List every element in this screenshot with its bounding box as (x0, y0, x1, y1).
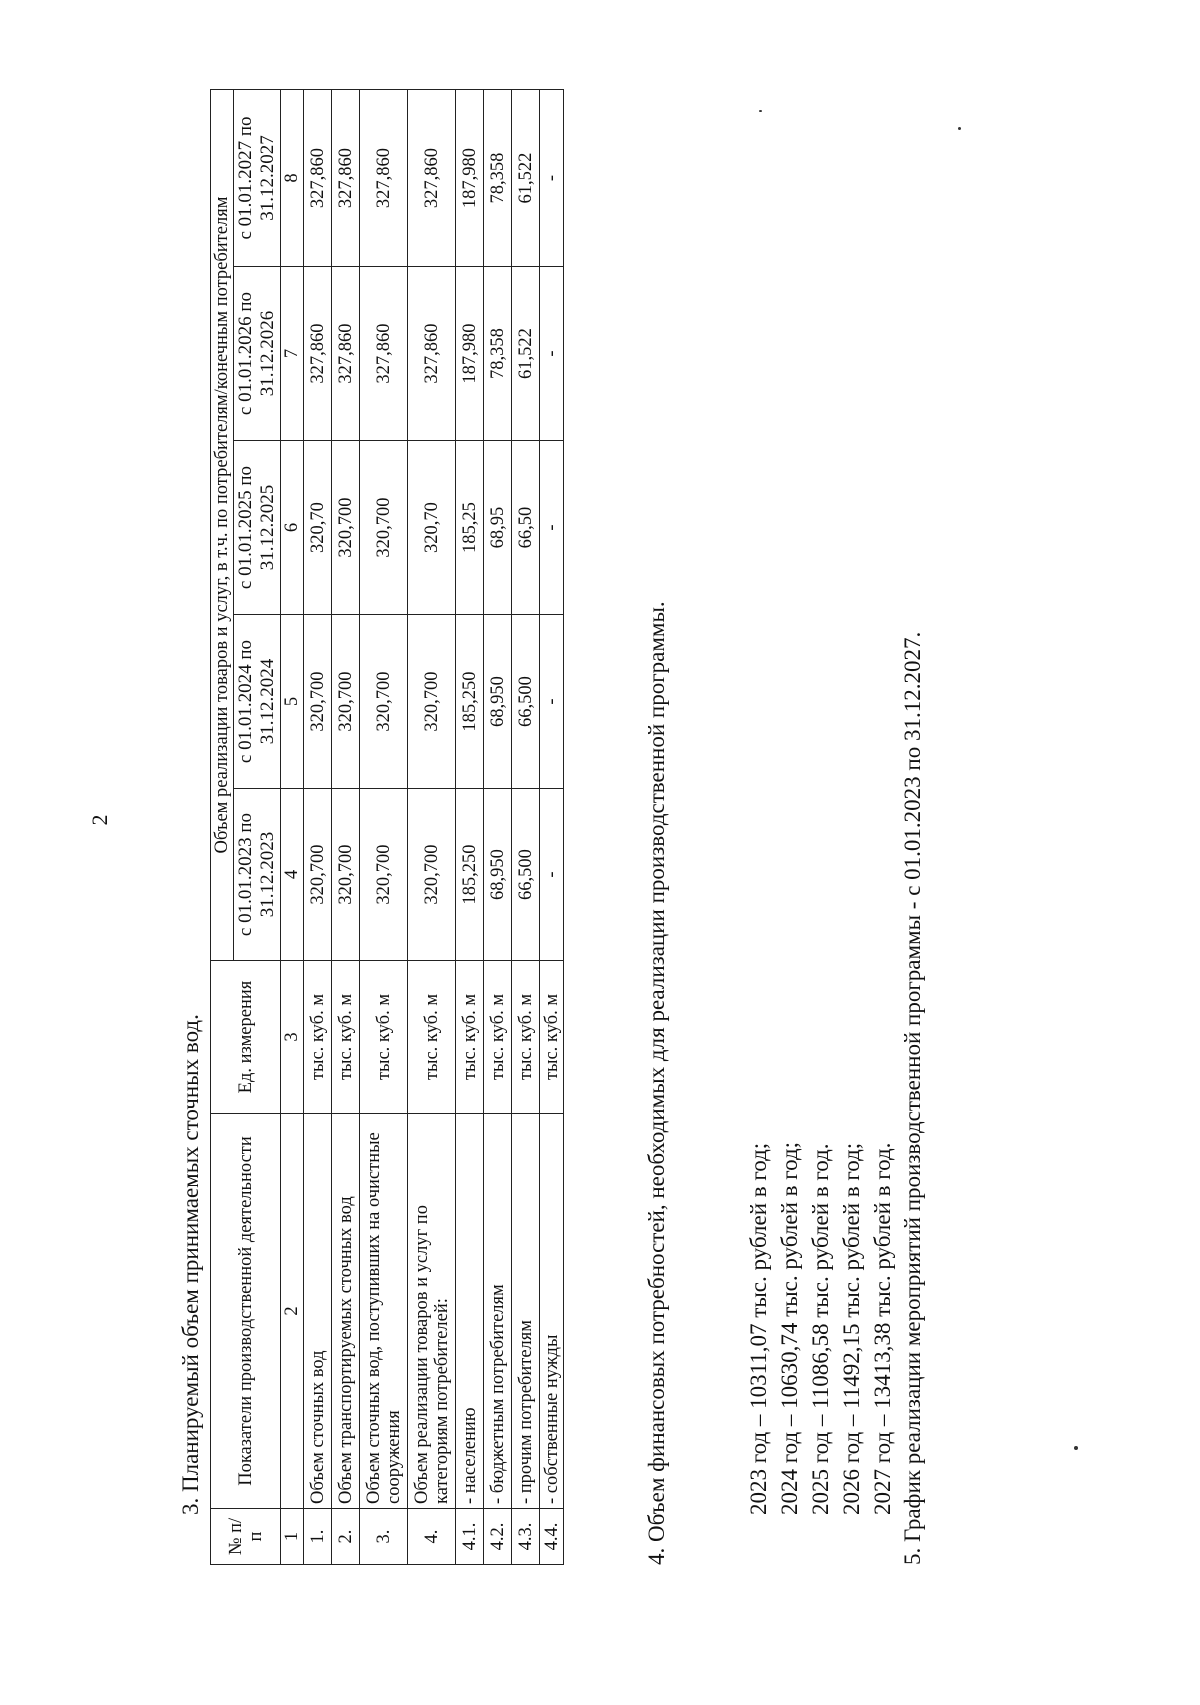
financial-year-item: 2023 год – 10311,07 тыс. рублей в год; (746, 1142, 771, 1515)
value-cell: 327,860 (360, 89, 408, 266)
table-body (304, 89, 564, 1564)
value-cell: - (540, 89, 564, 266)
row-number-cell: 4.3. (512, 1509, 540, 1565)
value-cell: 320,700 (360, 441, 408, 615)
table-row (484, 89, 512, 1564)
table-row (408, 89, 456, 1564)
row-number-cell: 3. (360, 1509, 408, 1565)
indicator-name-cell: Объем сточных вод, поступивших на очистные сооружения (360, 1114, 408, 1509)
value-cell: 320,700 (360, 789, 408, 961)
table-row (304, 89, 332, 1564)
column-number: 3 (281, 961, 304, 1114)
value-cell: 78,358 (484, 267, 512, 441)
table-row (360, 89, 408, 1564)
column-number: 8 (281, 89, 304, 266)
value-cell: 185,250 (456, 615, 484, 789)
indicator-name-cell: Объем транспортируемых сточных вод (332, 1114, 360, 1509)
indicator-name-cell: Объем реализации товаров и услуг по категориям потребителей: (408, 1114, 456, 1509)
value-cell: 78,358 (484, 89, 512, 266)
column-number-row (281, 89, 304, 1564)
scan-speck (958, 127, 961, 130)
value-cell: 327,860 (408, 267, 456, 441)
header-period-2026: с 01.01.2026 по 31.12.2026 (234, 267, 281, 441)
unit-cell: тыс. куб. м (408, 961, 456, 1114)
financial-year-item: 2024 год – 10630,74 тыс. рублей в год; (777, 1141, 802, 1515)
row-number-cell: 4.2. (484, 1509, 512, 1565)
unit-cell: тыс. куб. м (304, 961, 332, 1114)
table-row (332, 89, 360, 1564)
value-cell: 66,500 (512, 789, 540, 961)
row-number-cell: 2. (332, 1509, 360, 1565)
value-cell: 61,522 (512, 267, 540, 441)
unit-cell: тыс. куб. м (512, 961, 540, 1114)
indicator-name-cell: - собственные нужды (540, 1114, 564, 1509)
financial-needs-list (743, 1142, 898, 1515)
header-unit: Ед. измерения (211, 961, 281, 1114)
value-cell: 68,950 (484, 789, 512, 961)
wastewater-volume-table (210, 89, 564, 1565)
value-cell: 327,860 (332, 89, 360, 266)
document-body (176, 65, 925, 1565)
value-cell: 66,500 (512, 615, 540, 789)
table-row (456, 89, 484, 1564)
value-cell: 185,250 (456, 789, 484, 961)
value-cell: 68,950 (484, 615, 512, 789)
column-number: 2 (281, 1114, 304, 1509)
value-cell: 320,700 (332, 615, 360, 789)
scan-speck (759, 110, 762, 112)
header-indicator: Показатели производственной деятельности (211, 1114, 281, 1509)
value-cell: 187,980 (456, 89, 484, 266)
value-cell: 327,860 (408, 89, 456, 266)
value-cell: 320,700 (332, 789, 360, 961)
value-cell: 320,700 (408, 789, 456, 961)
value-cell: 61,522 (512, 89, 540, 266)
row-number-cell: 4. (408, 1509, 456, 1565)
indicator-name-cell: - прочим потребителям (512, 1114, 540, 1509)
financial-year-item: 2026 год – 11492,15 тыс. рублей в год; (839, 1142, 864, 1515)
value-cell: - (540, 789, 564, 961)
section-3-title: 3. Планируемый объем принимаемых сточных вод. (178, 1014, 203, 1515)
indicator-name-cell: - населению (456, 1114, 484, 1509)
value-cell: 320,700 (408, 615, 456, 789)
value-cell: 187,980 (456, 267, 484, 441)
header-period-2024: с 01.01.2024 по 31.12.2024 (234, 615, 281, 789)
value-cell: 320,700 (332, 441, 360, 615)
column-number: 7 (281, 267, 304, 441)
row-number-cell: 4.4. (540, 1509, 564, 1565)
indicator-name-cell: - бюджетным потребителям (484, 1114, 512, 1509)
value-cell: 320,700 (360, 615, 408, 789)
value-cell: 66,50 (512, 441, 540, 615)
section-4-title: 4. Объем финансовых потребностей, необходимых для реализации производственной программы. (644, 601, 669, 1565)
row-number-cell: 1. (304, 1509, 332, 1565)
value-cell: 327,860 (332, 267, 360, 441)
column-number: 5 (281, 615, 304, 789)
financial-year-item: 2027 год – 13413,38 тыс. рублей в год. (870, 1142, 895, 1515)
unit-cell: тыс. куб. м (540, 961, 564, 1114)
header-period-2023: с 01.01.2023 по 31.12.2023 (234, 789, 281, 961)
header-sales-volume: Объем реализации товаров и услуг, в т.ч. по потребителям/конечным потребителям (211, 89, 234, 960)
value-cell: 320,700 (304, 789, 332, 961)
header-num: № п/п (211, 1509, 281, 1565)
row-number-cell: 4.1. (456, 1509, 484, 1565)
column-number: 1 (281, 1509, 304, 1565)
scan-speck (1074, 1446, 1078, 1450)
column-number: 4 (281, 789, 304, 961)
unit-cell: тыс. куб. м (484, 961, 512, 1114)
page-number: 2 (87, 814, 112, 826)
value-cell: 320,70 (304, 441, 332, 615)
value-cell: 320,700 (304, 615, 332, 789)
value-cell: - (540, 441, 564, 615)
value-cell: 327,860 (304, 267, 332, 441)
unit-cell: тыс. куб. м (360, 961, 408, 1114)
unit-cell: тыс. куб. м (332, 961, 360, 1114)
indicator-name-cell: Объем сточных вод (304, 1114, 332, 1509)
value-cell: 320,70 (408, 441, 456, 615)
value-cell: 327,860 (360, 267, 408, 441)
header-period-2027: с 01.01.2027 по 31.12.2027 (234, 89, 281, 266)
value-cell: - (540, 615, 564, 789)
value-cell: - (540, 267, 564, 441)
table-header-row (211, 89, 234, 1564)
financial-year-item: 2025 год – 11086,58 тыс. рублей в год. (808, 1143, 833, 1515)
column-number: 6 (281, 441, 304, 615)
table-row (512, 89, 540, 1564)
header-period-2025: с 01.01.2025 по 31.12.2025 (234, 441, 281, 615)
table-row (540, 89, 564, 1564)
value-cell: 327,860 (304, 89, 332, 266)
section-5-title: 5. График реализации мероприятий производственной программы - с 01.01.2023 по 31.12.2027. (900, 631, 925, 1565)
value-cell: 68,95 (484, 441, 512, 615)
value-cell: 185,25 (456, 441, 484, 615)
unit-cell: тыс. куб. м (456, 961, 484, 1114)
